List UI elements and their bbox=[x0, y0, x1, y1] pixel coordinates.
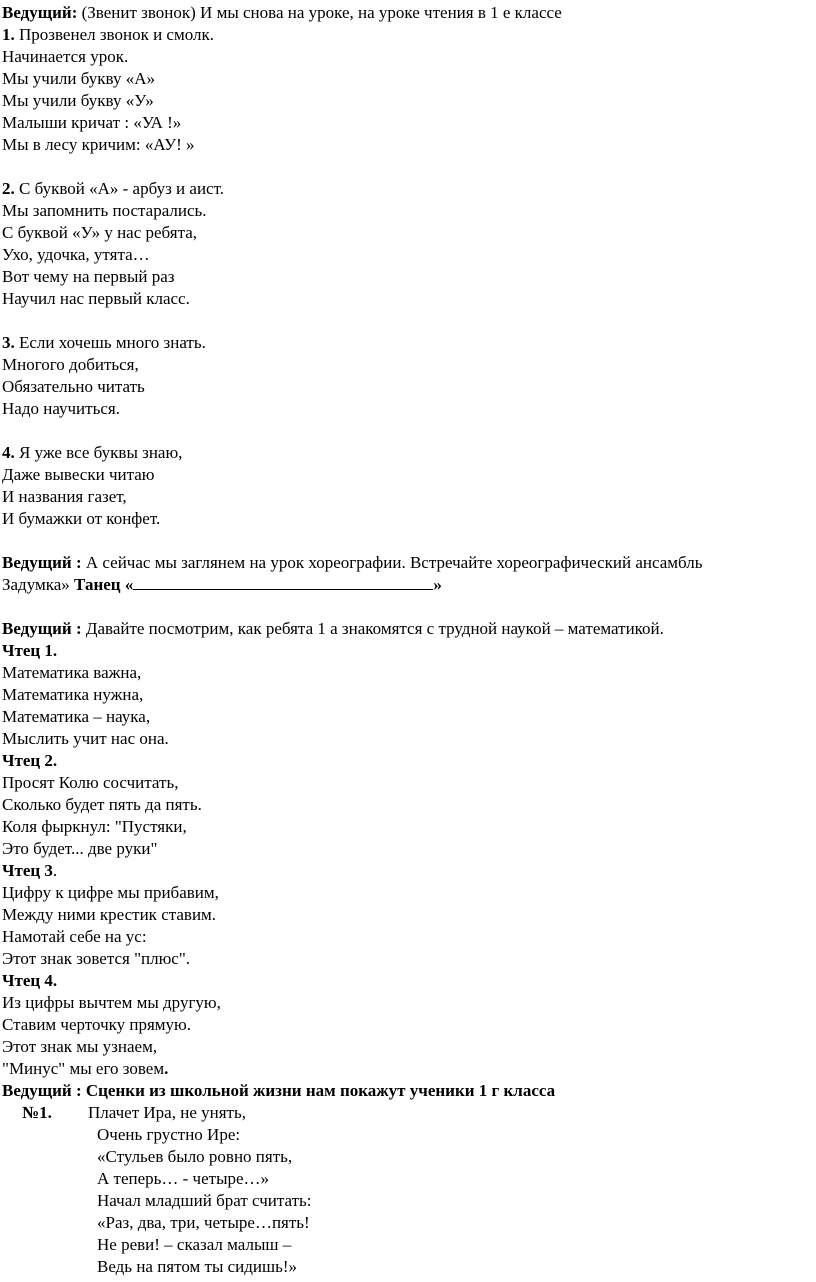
scene-number: №1. bbox=[22, 1103, 52, 1122]
reader-label: Чтец 1. bbox=[2, 641, 58, 660]
verse-line: Математика нужна, bbox=[2, 685, 144, 704]
scene-line: Очень грустно Ире: bbox=[97, 1125, 241, 1144]
scene-line: А теперь… - четыре…» bbox=[97, 1169, 270, 1188]
verse-line: С буквой «У» у нас ребята, bbox=[2, 223, 198, 242]
scene-line: Начал младший брат считать: bbox=[97, 1191, 312, 1210]
verse-line: И названия газет, bbox=[2, 487, 127, 506]
verse-line: Просят Колю сосчитать, bbox=[2, 773, 179, 792]
reader-label: Чтец 3. bbox=[2, 861, 58, 880]
scene-line: №1. Плачет Ира, не унять, bbox=[22, 1103, 246, 1122]
speaker-label: Ведущий : bbox=[2, 619, 82, 638]
verse-line: И бумажки от конфет. bbox=[2, 509, 161, 528]
verse-line: Цифру к цифре мы прибавим, bbox=[2, 883, 219, 902]
intro-line bbox=[2, 2, 812, 24]
verse-line: Ставим черточку прямую. bbox=[2, 1015, 192, 1034]
scene-line: Не реви! – сказал малыш – bbox=[97, 1235, 292, 1254]
verse-line: Малыши кричат : «УА !» bbox=[2, 113, 182, 132]
verse-line: Этот знак мы узнаем, bbox=[2, 1037, 158, 1056]
verse-line: Мы учили букву «У» bbox=[2, 91, 154, 110]
verse-line: Это будет... две руки" bbox=[2, 839, 158, 858]
verse-line: Между ними крестик ставим. bbox=[2, 905, 217, 924]
scene-line: «Стульев было ровно пять, bbox=[97, 1147, 293, 1166]
verse-line: Мы учили букву «А» bbox=[2, 69, 155, 88]
dance-line: Задумка» Танец « » bbox=[2, 575, 442, 594]
verse-line: 3. Если хочешь много знать. bbox=[2, 333, 206, 352]
verse-line: Даже вывески читаю bbox=[2, 465, 155, 484]
verse-line: Сколько будет пять да пять. bbox=[2, 795, 202, 814]
intro-text: (Звенит звонок) И мы снова на уроке, на уроке чтения в 1 е классе bbox=[77, 3, 562, 22]
verse-line: Надо научиться. bbox=[2, 399, 120, 418]
verse-line: Мы в лесу кричим: «АУ! » bbox=[2, 135, 195, 154]
verse-line: Многого добиться, bbox=[2, 355, 139, 374]
reader-label: Чтец 2. bbox=[2, 751, 58, 770]
host-line: Ведущий : Давайте посмотрим, как ребята 1 а знакомятся с трудной наукой – математикой. bbox=[2, 619, 664, 638]
speaker-label: Ведущий : bbox=[2, 553, 82, 572]
reader-label: Чтец 4. bbox=[2, 971, 58, 990]
verse-number: 2. bbox=[2, 179, 15, 198]
verse-line: Научил нас первый класс. bbox=[2, 289, 190, 308]
host-line: Ведущий : Сценки из школьной жизни нам покажут ученики 1 г класса bbox=[2, 1081, 556, 1100]
verse-line: Мы запомнить постарались. bbox=[2, 201, 207, 220]
verse-line: Обязательно читать bbox=[2, 377, 145, 396]
verse-line: Вот чему на первый раз bbox=[2, 267, 175, 286]
verse-line: Намотай себе на ус: bbox=[2, 927, 147, 946]
dance-label: Танец « bbox=[74, 575, 134, 594]
verse-line: Этот знак зовется "плюс". bbox=[2, 949, 191, 968]
verse-line: "Минус" мы его зовем. bbox=[2, 1059, 169, 1078]
verse-number: 1. bbox=[2, 25, 15, 44]
verse-line: Коля фыркнул: "Пустяки, bbox=[2, 817, 187, 836]
verse-line: Ухо, удочка, утята… bbox=[2, 245, 150, 264]
scene-line: «Раз, два, три, четыре…пять! bbox=[97, 1213, 310, 1232]
verse-line: Мыслить учит нас она. bbox=[2, 729, 169, 748]
speaker-label: Ведущий: bbox=[2, 3, 78, 22]
verse-line: Математика важна, bbox=[2, 663, 142, 682]
scene-line: Ведь на пятом ты сидишь!» bbox=[97, 1257, 298, 1276]
verse-line: 2. С буквой «А» - арбуз и аист. bbox=[2, 179, 224, 198]
verse-number: 3. bbox=[2, 333, 15, 352]
verse-line: Математика – наука, bbox=[2, 707, 151, 726]
host-line: Ведущий : А сейчас мы заглянем на урок хореографии. Встречайте хореографический ансамбль bbox=[2, 553, 703, 572]
verse-line: Из цифры вычтем мы другую, bbox=[2, 993, 221, 1012]
verse-number: 4. bbox=[2, 443, 15, 462]
verse-line: Начинается урок. bbox=[2, 47, 129, 66]
fill-in-blank bbox=[133, 575, 433, 590]
verse-line: 4. Я уже все буквы знаю, bbox=[2, 443, 183, 462]
verse-line: 1. Прозвенел звонок и смолк. bbox=[2, 25, 214, 44]
